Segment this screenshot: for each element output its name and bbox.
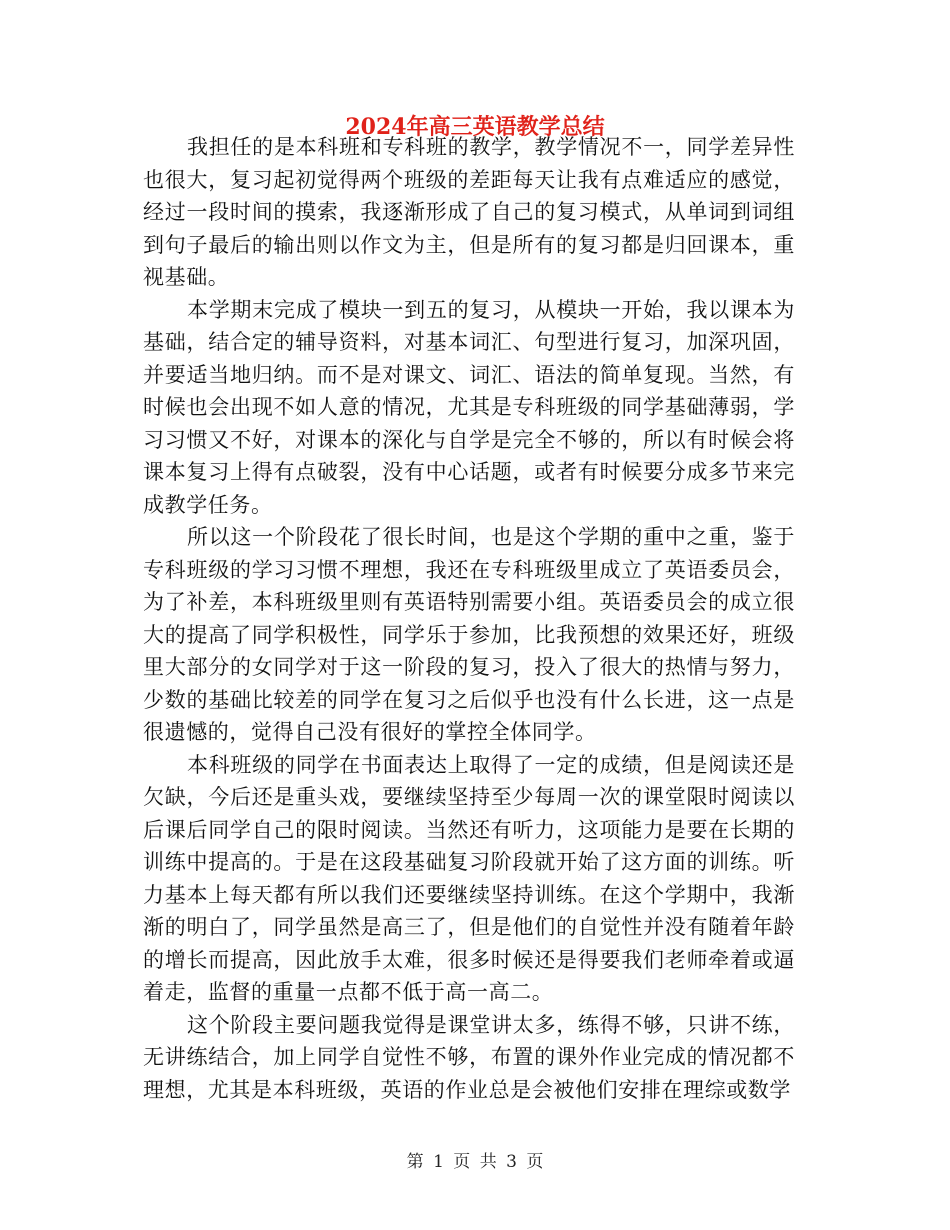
paragraph: 这个阶段主要问题我觉得是课堂讲太多，练得不够，只讲不练，无讲练结合，加上同学自觉性不够，布置的课外作业完成的情况都不理想，尤其是本科班级，英语的作业总是会被他们安排在理综或数学 (143, 1012, 795, 1102)
document-title: 2024年高三英语教学总结 (345, 114, 605, 140)
page-footer: 第 1 页 共 3 页 (406, 1152, 544, 1172)
paragraph: 我担任的是本科班和专科班的教学，教学情况不一，同学差异性也很大，复习起初觉得两个班级的差距每天让我有点难适应的感觉，经过一段时间的摸索，我逐渐形成了自己的复习模式，从单词到词组到句子最后的输出则以作文为主，但是所有的复习都是归回课本，重视基础。 (143, 135, 795, 289)
paragraph: 本科班级的同学在书面表达上取得了一定的成绩，但是阅读还是欠缺，今后还是重头戏，要继续坚持至少每周一次的课堂限时阅读以后课后同学自己的限时阅读。当然还有听力，这项能力是要在长期的训练中提高的。于是在这段基础复习阶段就开始了这方面的训练。听力基本上每天都有所以我们还要继续坚持训练。在这个学期中，我渐渐的明白了，同学虽然是高三了，但是他们的自觉性并没有随着年龄的增长而提高，因此放手太难，很多时候还是得要我们老师牵着或逼着走，监督的重量一点都不低于高一高二。 (143, 752, 795, 1004)
paragraph: 所以这一个阶段花了很长时间，也是这个学期的重中之重，鉴于专科班级的学习习惯不理想，我还在专科班级里成立了英语委员会，为了补差，本科班级里则有英语特别需要小组。英语委员会的成立很大的提高了同学积极性，同学乐于参加，比我预想的效果还好，班级里大部分的女同学对于这一阶段的复习，投入了很大的热情与努力，少数的基础比较差的同学在复习之后似乎也没有什么长进，这一点是很遗憾的，觉得自己没有很好的掌控全体同学。 (143, 525, 795, 744)
document-body (143, 131, 795, 1106)
paragraph: 本学期末完成了模块一到五的复习，从模块一开始，我以课本为基础，结合定的辅导资料，对基本词汇、句型进行复习，加深巩固，并要适当地归纳。而不是对课文、词汇、语法的简单复现。当然，有时候也会出现不如人意的情况，尤其是专科班级的同学基础薄弱，学习习惯又不好，对课本的深化与自学是完全不够的，所以有时候会将课本复习上得有点破裂，没有中心话题，或者有时候要分成多节来完成教学任务。 (143, 297, 795, 517)
